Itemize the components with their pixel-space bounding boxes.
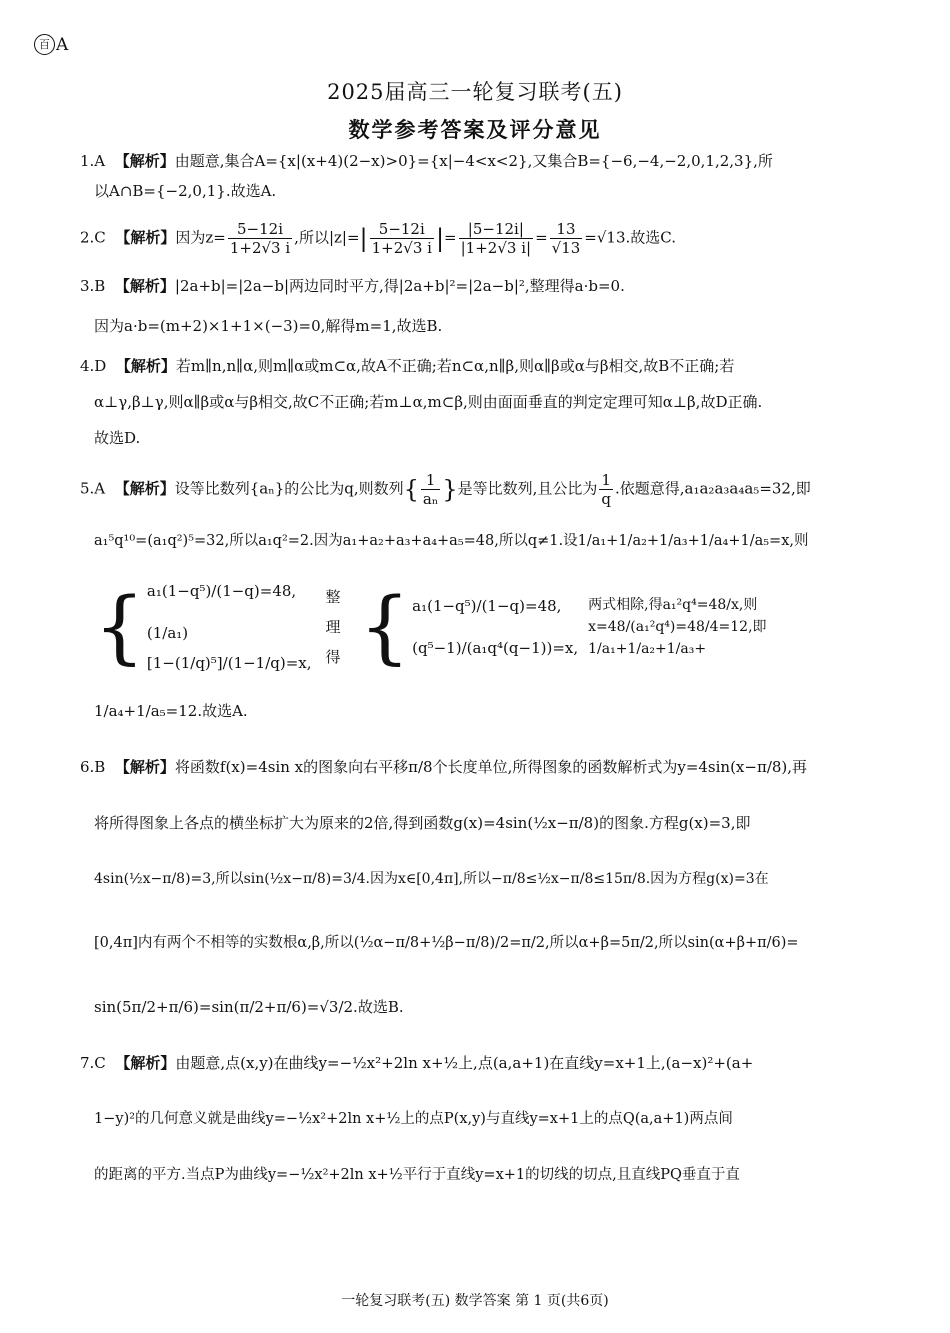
q6-line-3: 4sin(½x−π/8)=3,所以sin(½x−π/8)=3/4.因为x∈[0,4π],所以−π/8≤½x−π/8≤15π/8.因为方程g(x)=3在	[94, 871, 769, 887]
q5-line-1a: 设等比数列{aₙ}的公比为q,则数列	[174, 479, 404, 498]
q5-system1-row2: (1/a₁)[1−(1/q)⁵]/(1−1/q)=x,	[146, 624, 312, 672]
q3-line-1: |2a+b|=|2a−b|两边同时平方,得|2a+b|²=|2a−b|²,整理得a·b=0.	[174, 277, 625, 295]
q5-line-1c: .依题意得,a₁a₂a₃a₄a₅=32,即	[615, 479, 811, 498]
q5-number: 5.A	[80, 479, 106, 498]
page-footer: 一轮复习联考(五) 数学答案 第 1 页(共6页)	[341, 1293, 609, 1309]
q5-systems	[80, 576, 875, 678]
q5-system1-brace: {	[94, 580, 145, 673]
q6-line-2: 将所得图象上各点的横坐标扩大为原来的2倍,得到函数g(x)=4sin(½x−π/8)的图象.方程g(x)=3,即	[94, 814, 751, 832]
q5-tail-text: 两式相除,得a₁²q⁴=48/x,则x=48/(a₁²q⁴)=48/4=12,即1/a₁+1/a₂+1/a₃+	[588, 597, 767, 657]
q6-line-5: sin(5π/2+π/6)=sin(π/2+π/6)=√3/2.故选B.	[94, 998, 404, 1016]
document-subtitle: 数学参考答案及评分意见	[348, 117, 602, 142]
q5-line-2: a₁⁵q¹⁰=(a₁q²)⁵=32,所以a₁q²=2.因为a₁+a₂+a₃+a₄+a₅=48,所以q≠1.设1/a₁+1/a₂+1/a₃+1/a₄+1/a₅=x,则	[94, 533, 809, 549]
q5-line-4: 1/a₄+1/a₅=12.故选A.	[94, 702, 248, 720]
q5-system2-row1: a₁(1−q⁵)/(1−q)=48,	[412, 597, 562, 615]
q7-analysis-label: 【解析】	[115, 1054, 176, 1072]
q3-line-2: 因为a·b=(m+2)×1+1×(−3)=0,解得m=1,故选B.	[94, 317, 443, 335]
q5-fraction-recip: $\frac{1}{\text{aₙ}}$	[422, 471, 439, 508]
question-7	[80, 1048, 875, 1190]
q2-text-b: ,所以|z|=	[294, 228, 360, 247]
question-6	[80, 752, 875, 1022]
q6-line-1: 将函数f(x)=4sin x的图象向右平移π/8个长度单位,所得图象的函数解析式为y=4sin(x−π/8),再	[174, 758, 808, 776]
question-1	[80, 146, 875, 206]
q1-analysis-label: 【解析】	[114, 152, 175, 170]
q4-analysis-label: 【解析】	[115, 357, 176, 375]
q5-mid-text: 整理得	[325, 588, 341, 666]
q5-system1-row1: a₁(1−q⁵)/(1−q)=48,	[146, 582, 297, 600]
q2-text-c: =	[444, 228, 457, 247]
q7-line-2: 1−y)²的几何意义就是曲线y=−½x²+2ln x+½上的点P(x,y)与直线y=x+1上的点Q(a,a+1)两点间	[94, 1111, 733, 1127]
q2-text-a: 因为z=	[175, 228, 226, 247]
corner-circle-glyph: 百	[34, 34, 55, 55]
question-2: 2.C 【解析】因为z= $\frac{5-12i}{1+2√3 i}$ ,所以|z|=| $\frac{5-12i}{1+2√3 i}$ |= $\frac{|5-12i|}{|1+2√3 i|}$ = $\frac{13}{√13}$ =√13.故选C.	[80, 220, 676, 257]
q5-system2-row2: (q⁵−1)/(a₁q⁴(q−1))=x,	[412, 639, 579, 657]
q2-text-e: =√13.故选C.	[584, 228, 676, 247]
answer-content	[80, 146, 875, 1194]
corner-letter: A	[56, 34, 69, 55]
question-5: 5.A 【解析】设等比数列{aₙ}的公比为q,则数列{ $\frac{1}{\text{aₙ}}$ }是等比数列,且公比为 $\frac{1}{q}$ .依题意得,a₁a₂a₃a₄a₅=32,即 a₁⁵q¹⁰=(a₁q²)⁵=32,所以a₁q²=2.因为a₁+a₂+a₃+a₄+a₅=48,所以q≠1.设1/a₁+1/a₂+1/a₃+1/a₄+1/a₅=x,则 { a₁(1−q⁵)/(1−q)=48, (1/a₁)[1−(1/q)⁵]/(1−1/q)=x, 整理得 { a₁(1−q⁵)/(1−q)=48, (q⁵−1)/(a₁q⁴(q−1))=x, 两式相除,得a₁²q⁴=48/x,则x=48/(a₁²q⁴)=48/4=12,即1/a₁+1/a₂+1/a₃+ 1/a₄+1/a₅=12.故选A.	[80, 471, 875, 726]
q6-line-4: [0,4π]内有两个不相等的实数根α,β,所以(½α−π/8+½β−π/8)/2=π/2,所以α+β=5π/2,所以sin(α+β+π/6)=	[94, 935, 799, 951]
q1-line-1: 由题意,集合A={x|(x+4)(2−x)>0}={x|−4<x<2},又集合B={−6,−4,−2,0,1,2,3},所	[174, 152, 773, 170]
document-title: 2025届高三一轮复习联考(五)	[327, 80, 623, 104]
q2-number: 2.C	[80, 228, 106, 247]
q7-number: 7.C	[80, 1054, 106, 1072]
q1-number: 1.A	[80, 152, 106, 170]
q2-text-d: =	[535, 228, 548, 247]
q4-line-2: α⊥γ,β⊥γ,则α∥β或α与β相交,故C不正确;若m⊥α,m⊂β,则由面面垂直的判定定理可知α⊥β,故D正确.	[94, 393, 763, 411]
corner-mark	[34, 34, 68, 55]
question-3	[80, 271, 875, 341]
q6-analysis-label: 【解析】	[114, 758, 175, 776]
q5-line-1b: 是等比数列,且公比为	[457, 479, 598, 498]
q7-line-3: 的距离的平方.当点P为曲线y=−½x²+2ln x+½平行于直线y=x+1的切线的切点,且直线PQ垂直于直	[94, 1167, 740, 1183]
q4-line-3: 故选D.	[94, 429, 141, 447]
q3-number: 3.B	[80, 277, 106, 295]
q3-analysis-label: 【解析】	[114, 277, 175, 295]
q2-fraction-1: $\frac{5-12i}{1+2√3 i}$	[229, 220, 291, 257]
q6-number: 6.B	[80, 758, 106, 776]
q5-system2-brace: {	[359, 580, 411, 673]
q4-line-1: 若m∥n,n∥α,则m∥α或m⊂α,故A不正确;若n⊂α,n∥β,则α∥β或α与β相交,故B不正确;若	[175, 357, 735, 375]
q7-line-1: 由题意,点(x,y)在曲线y=−½x²+2ln x+½上,点(a,a+1)在直线y=x+1上,(a−x)²+(a+	[175, 1054, 754, 1072]
q1-line-2: 以A∩B={−2,0,1}.故选A.	[94, 182, 277, 200]
q5-system-1	[147, 576, 312, 678]
q5-analysis-label: 【解析】	[114, 479, 175, 498]
q2-analysis-label: 【解析】	[115, 228, 176, 247]
q2-fraction-2: $\frac{5-12i}{1+2√3 i}$	[371, 220, 432, 257]
q5-system-2	[412, 591, 578, 663]
q4-number: 4.D	[80, 357, 107, 375]
q2-fraction-3: $\frac{|5-12i|}{|1+2√3 i|}$	[460, 220, 532, 257]
q5-fraction-ratio: $\frac{1}{q}$	[601, 471, 611, 508]
question-4	[80, 351, 875, 453]
q2-fraction-4: $\frac{13}{√13}$	[551, 220, 581, 257]
